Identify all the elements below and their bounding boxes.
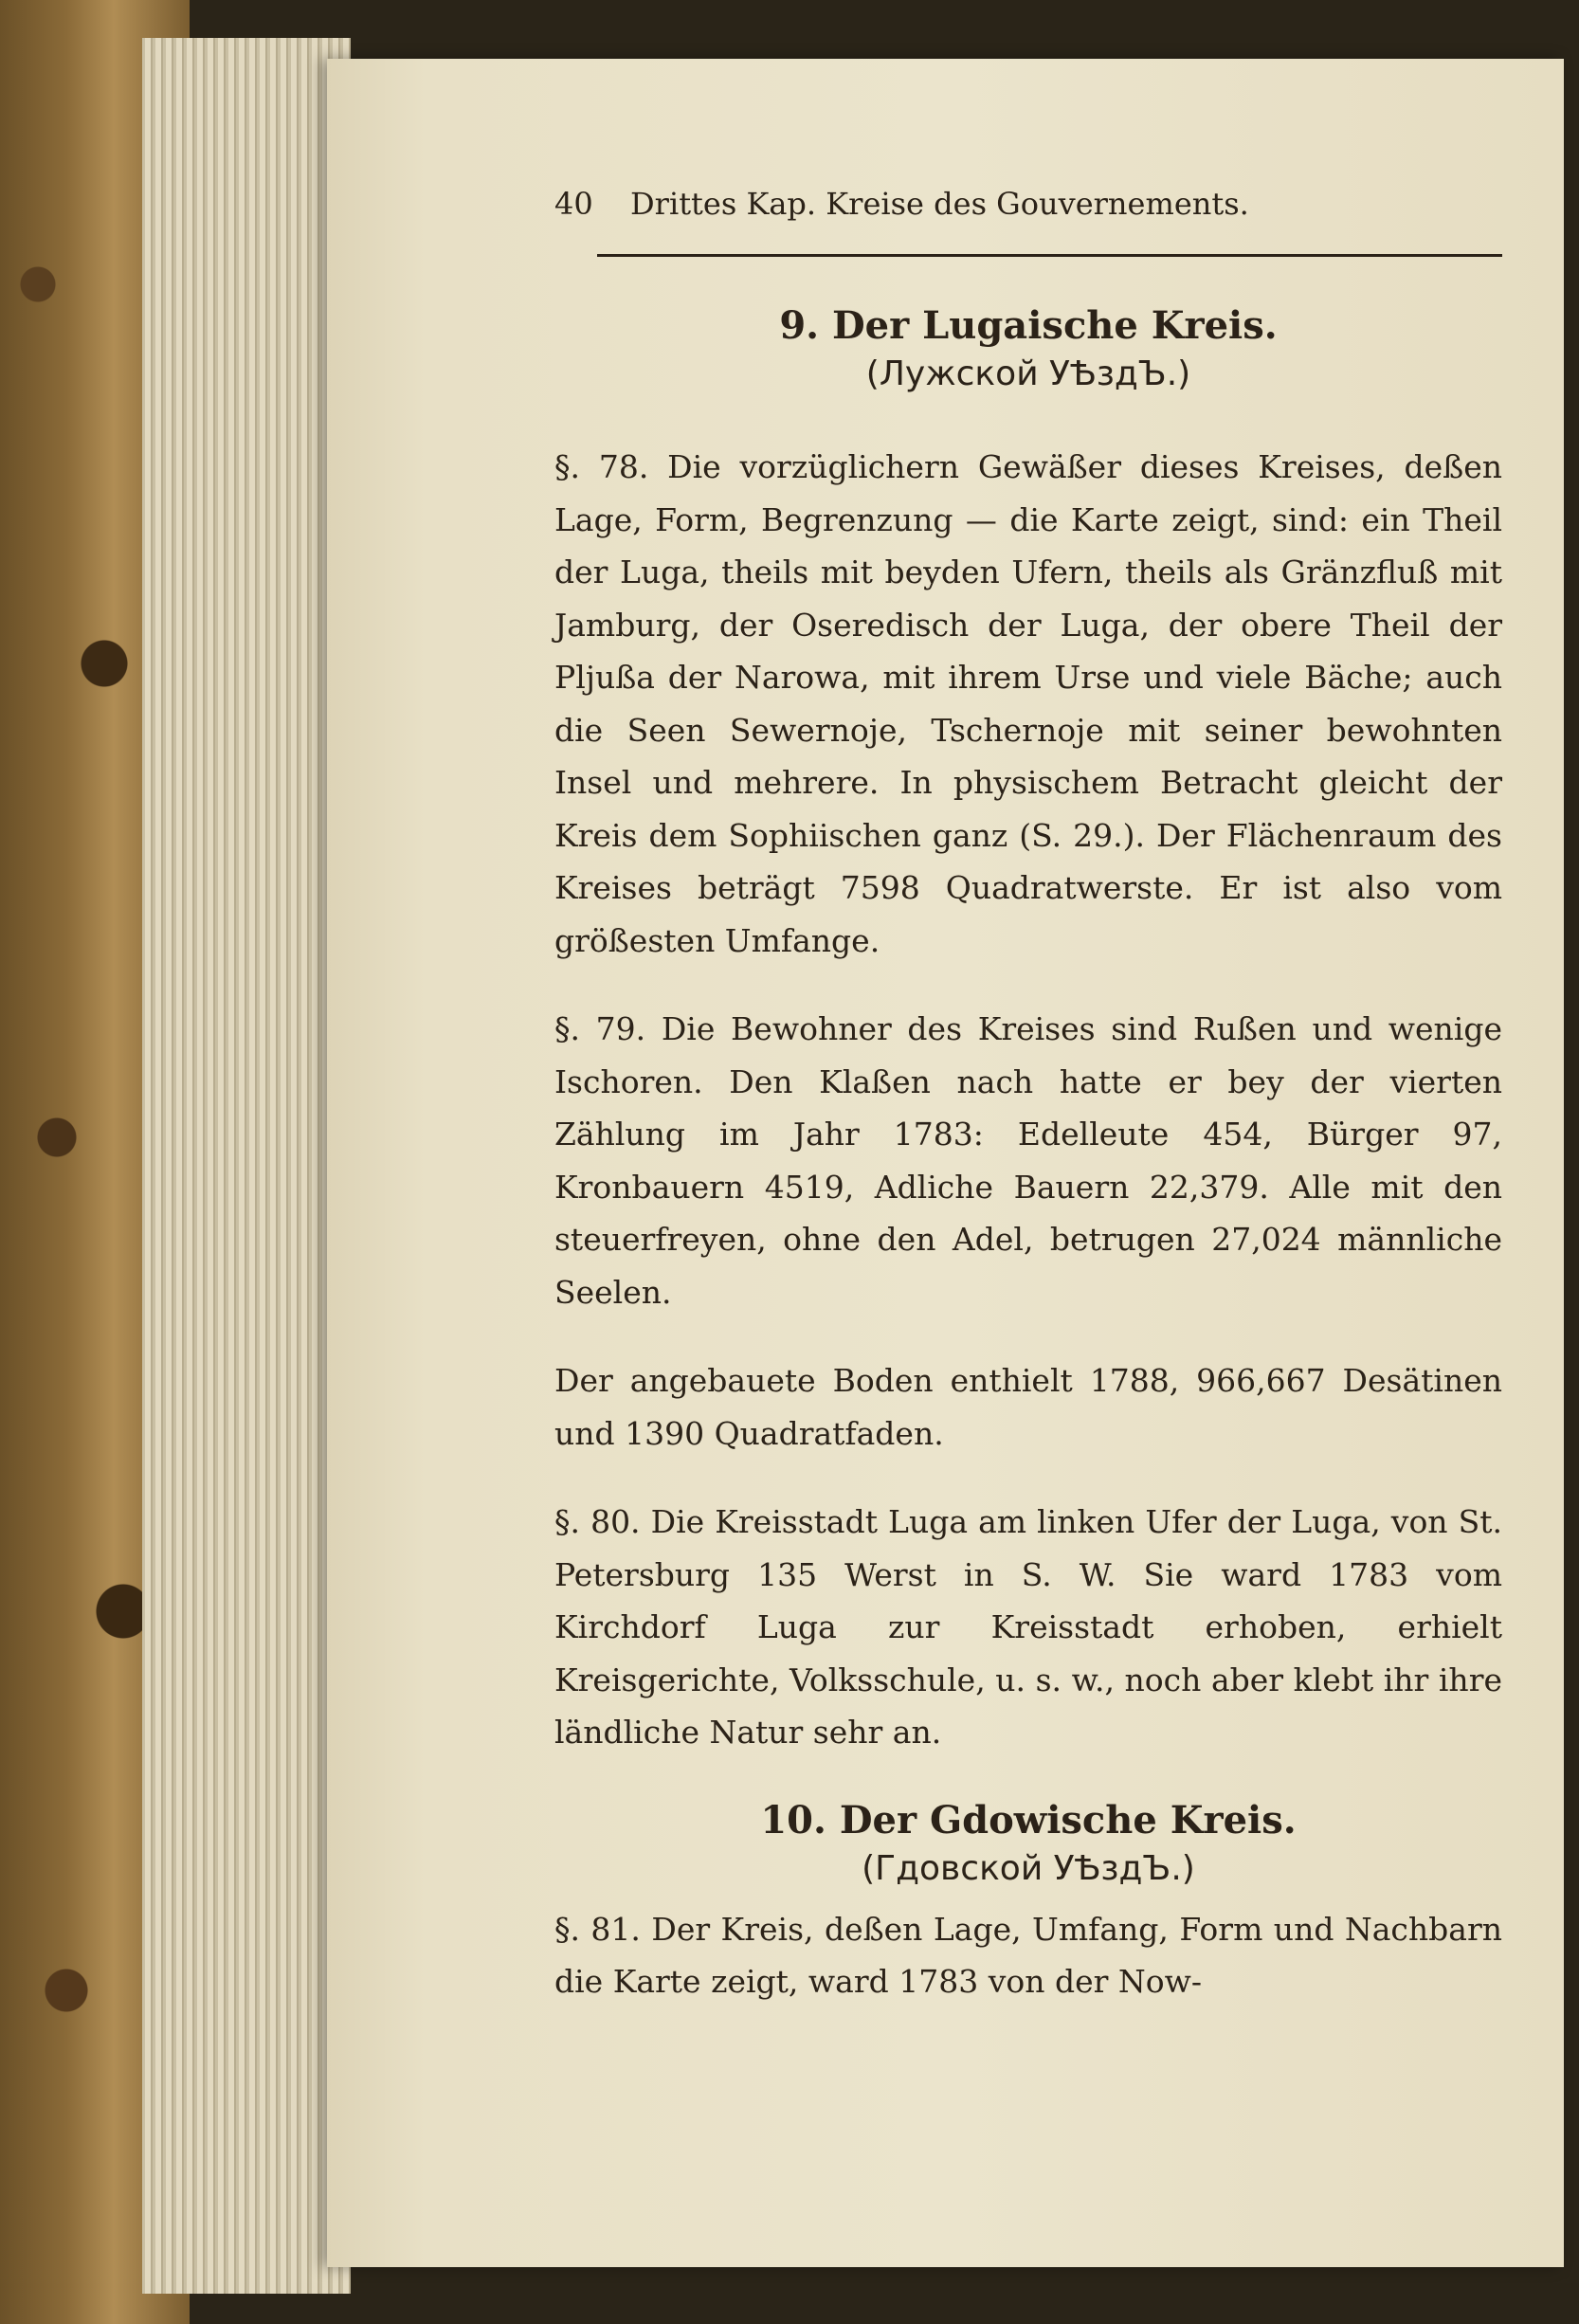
section-subheading-9: (Лужской УѢздЪ.) bbox=[865, 354, 1191, 393]
paragraph-78: §. 78. Die vorzüglichern Gewäßer dieses Kreises, deßen Lage, Form, Begrenzung — die Karte zeigt, sind: ein Theil der Luga, theils mit beyden Ufern, theils als Gränzfluß mit Jamburg, der Oseredisch der Luga, der obere Theil der Pljußa der Narowa, mit ihrem Urse und viele Bäche; auch die Seen Sewernoje, Tschernoje mit seiner bewohnten Insel und mehrere. In physischem Betracht gleicht der Kreis dem Sophiischen ganz (S. 29.). Der Flächenraum des Kreises beträgt 7598 Quadratwerste. Er ist also vom größesten Umfange. bbox=[554, 448, 1502, 959]
paragraph-79-continued: Der angebauete Boden enthielt 1788, 966,667 Desätinen und 1390 Quadratfaden. bbox=[554, 1362, 1502, 1452]
section-heading-10: 10. Der Gdowische Kreis. bbox=[760, 1797, 1297, 1843]
page-content bbox=[554, 186, 1502, 2008]
paragraph-81: §. 81. Der Kreis, deßen Lage, Umfang, Form und Nachbarn die Karte zeigt, ward 1783 von der Now- bbox=[554, 1910, 1502, 2000]
section-heading-9: 9. Der Lugaische Kreis. bbox=[779, 303, 1278, 348]
running-head-title: Drittes Kap. Kreise des Gouvernements. bbox=[630, 186, 1249, 222]
paragraph-79: §. 79. Die Bewohner des Kreises sind Rußen und wenige Ischoren. Den Klaßen nach hatte er bey der vierten Zählung im Jahr 1783: Edelleute 454, Bürger 97, Kronbauern 4519, Adliche Bauern 22,379. Alle mit den steuerfreyen, ohne den Adel, betrugen 27,024 männliche Seelen. bbox=[554, 1010, 1502, 1311]
header-rule bbox=[597, 254, 1502, 257]
page-number: 40 bbox=[554, 186, 593, 222]
page-stack-edges bbox=[142, 38, 351, 2294]
running-head bbox=[554, 186, 1502, 233]
paragraph-80: §. 80. Die Kreisstadt Luga am linken Ufer der Luga, von St. Petersburg 135 Werst in S. W. Sie ward 1783 vom Kirchdorf Luga zur Kreisstadt erhoben, erhielt Kreisgerichte, Volksschule, u. s. w., noch aber klebt ihr ihre ländliche Natur sehr an. bbox=[554, 1503, 1502, 1751]
section-subheading-10: (Гдовской УѢздЪ.) bbox=[862, 1848, 1195, 1888]
